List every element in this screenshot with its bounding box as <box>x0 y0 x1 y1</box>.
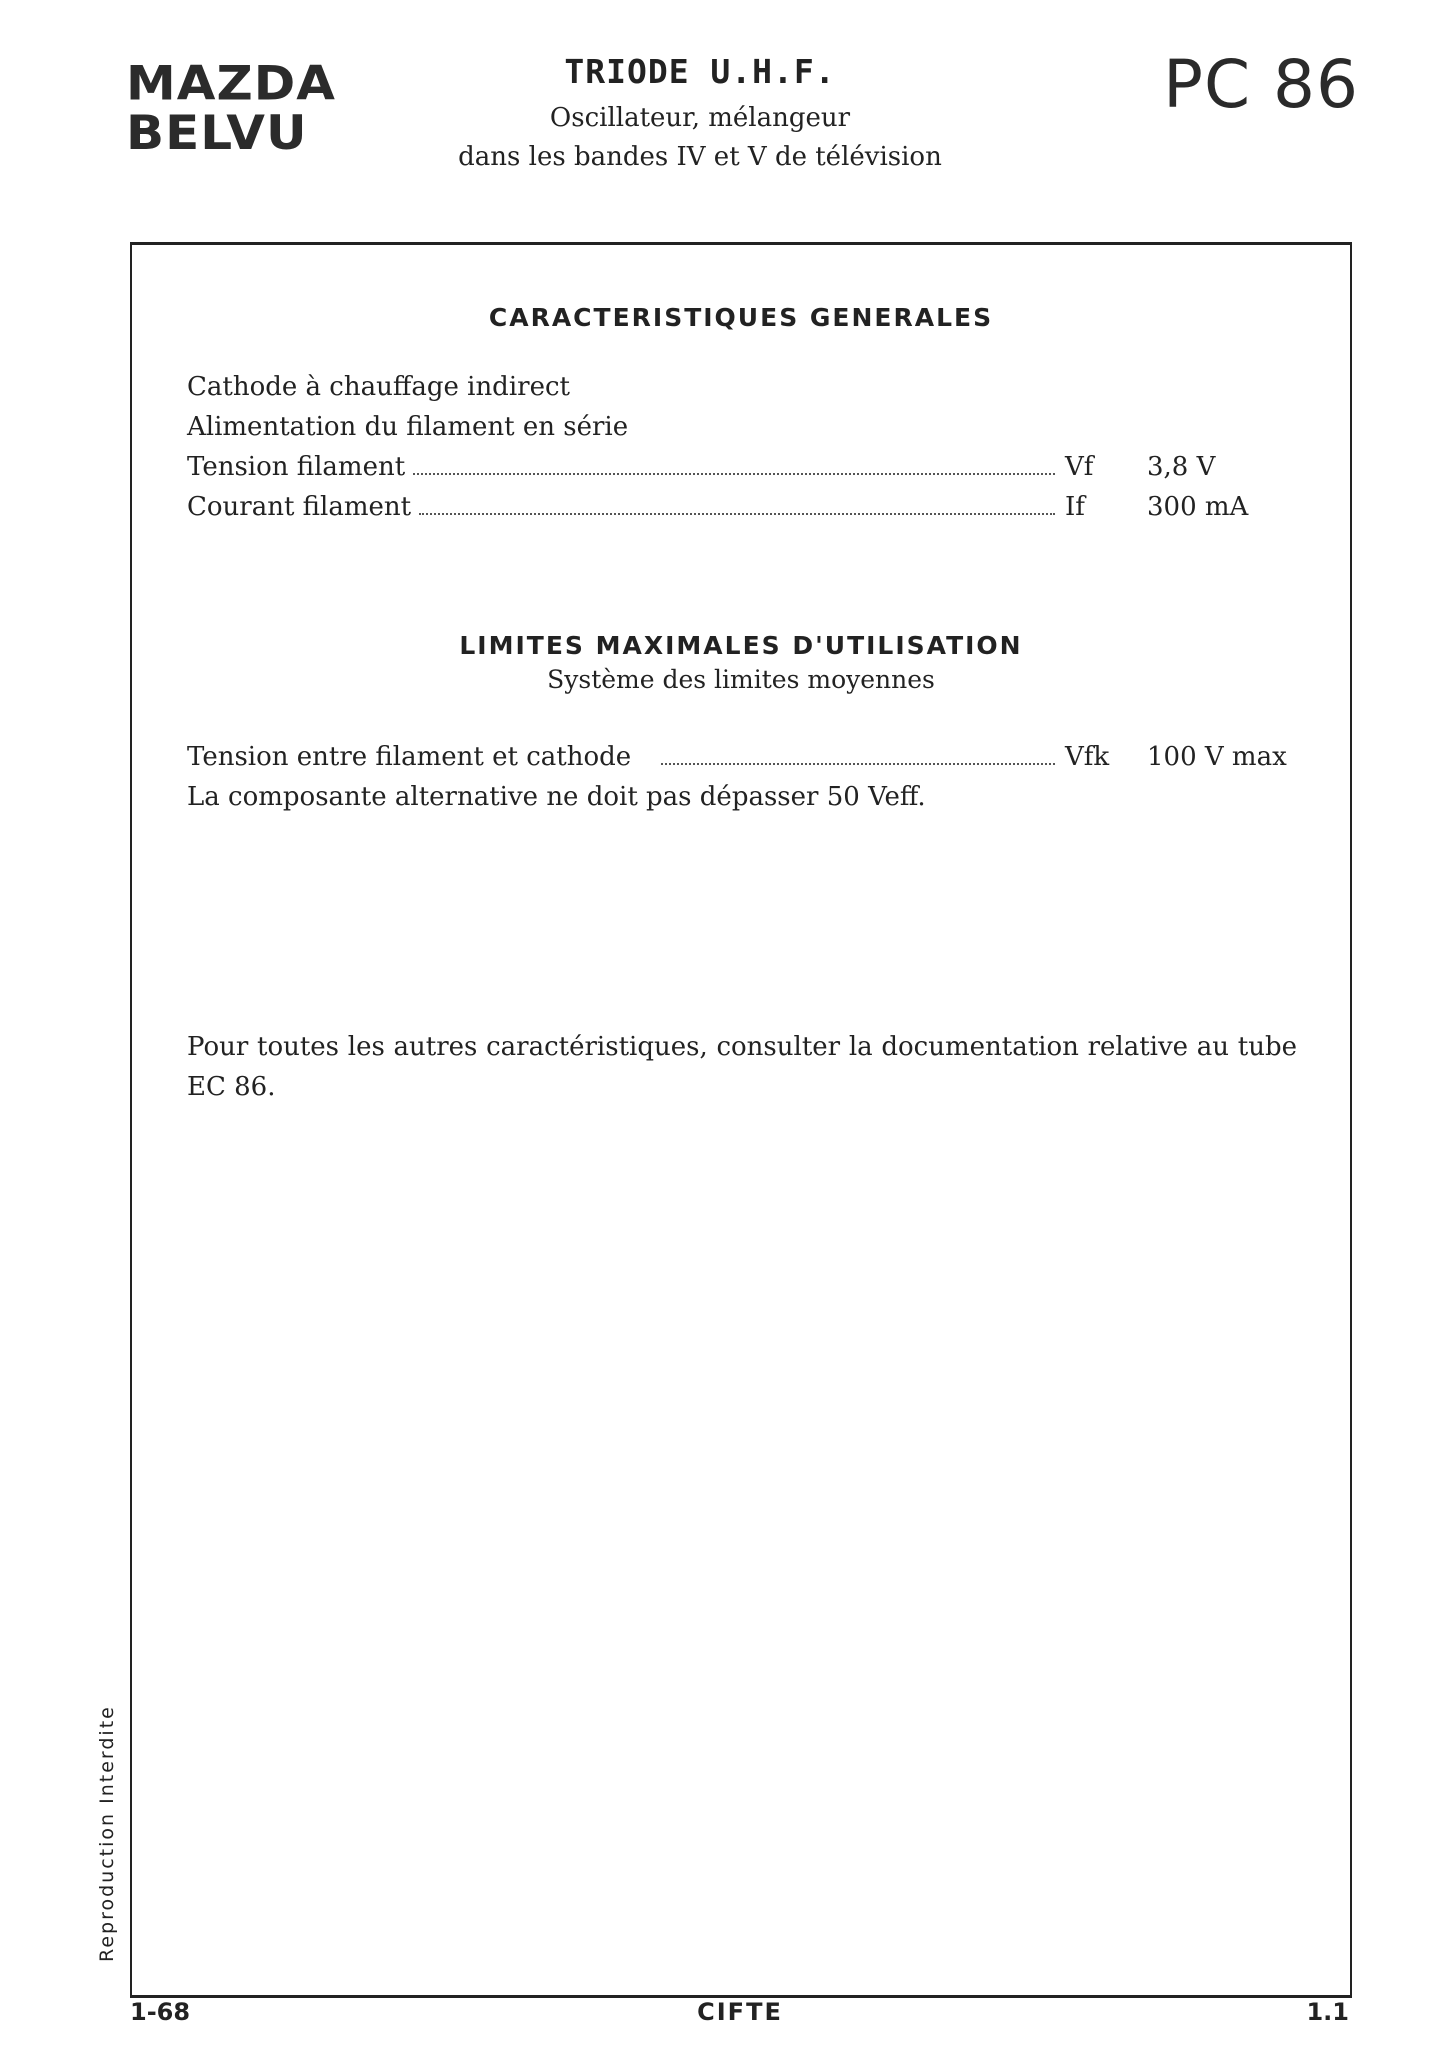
content-frame <box>130 242 1352 1998</box>
spec-symbol: Vfk <box>1065 742 1110 772</box>
remark-paragraph: Pour toutes les autres caractéristiques, consulter la documentation relative au tube EC 86. <box>187 1032 1297 1102</box>
subtitle-line-2: dans les bandes IV et V de télévision <box>458 142 942 172</box>
spec-value: 100 V max <box>1147 742 1287 772</box>
spec-row-filament-current <box>187 487 1297 527</box>
spec-symbol: Vf <box>1065 452 1094 482</box>
spec-label: Courant filament <box>187 492 412 522</box>
dot-leader <box>419 512 1055 515</box>
footer-publisher: CIFTE <box>697 1998 783 2026</box>
spec-label: Tension filament <box>187 452 406 482</box>
ac-component-note: La composante alternative ne doit pas dépasser 50 Veff. <box>187 782 926 812</box>
cathode-line: Cathode à chauffage indirect <box>187 372 570 402</box>
footer-date: 1-68 <box>130 1998 191 2026</box>
subtitle-line-1: Oscillateur, mélangeur <box>549 103 851 133</box>
dot-leader <box>661 762 1055 765</box>
spec-symbol: If <box>1065 492 1085 522</box>
brand-logo <box>126 55 336 161</box>
max-limits-title: LIMITES MAXIMALES D'UTILISATION <box>459 631 1023 660</box>
spec-row-filament-cathode-voltage <box>187 737 1297 777</box>
spec-value: 3,8 V <box>1147 452 1216 482</box>
general-characteristics-title: CARACTERISTIQUES GENERALES <box>488 303 994 332</box>
spec-row-filament-voltage <box>187 447 1297 487</box>
spec-label: Tension entre filament et cathode <box>187 742 632 772</box>
tube-name: PC 86 <box>1163 46 1359 123</box>
reproduction-notice: Reproduction Interdite <box>96 1705 118 1962</box>
brand-line-2: BELVU <box>126 105 308 161</box>
header-center <box>400 52 1000 177</box>
dot-leader <box>413 472 1055 475</box>
max-limits-subtitle: Système des limites moyennes <box>547 665 935 694</box>
spec-value: 300 mA <box>1147 492 1249 522</box>
filament-supply-line: Alimentation du filament en série <box>187 412 629 442</box>
tube-type: TRIODE U.H.F. <box>564 52 836 91</box>
footer-page-number: 1.1 <box>1306 1998 1349 2026</box>
brand-line-1: MAZDA <box>126 55 336 111</box>
